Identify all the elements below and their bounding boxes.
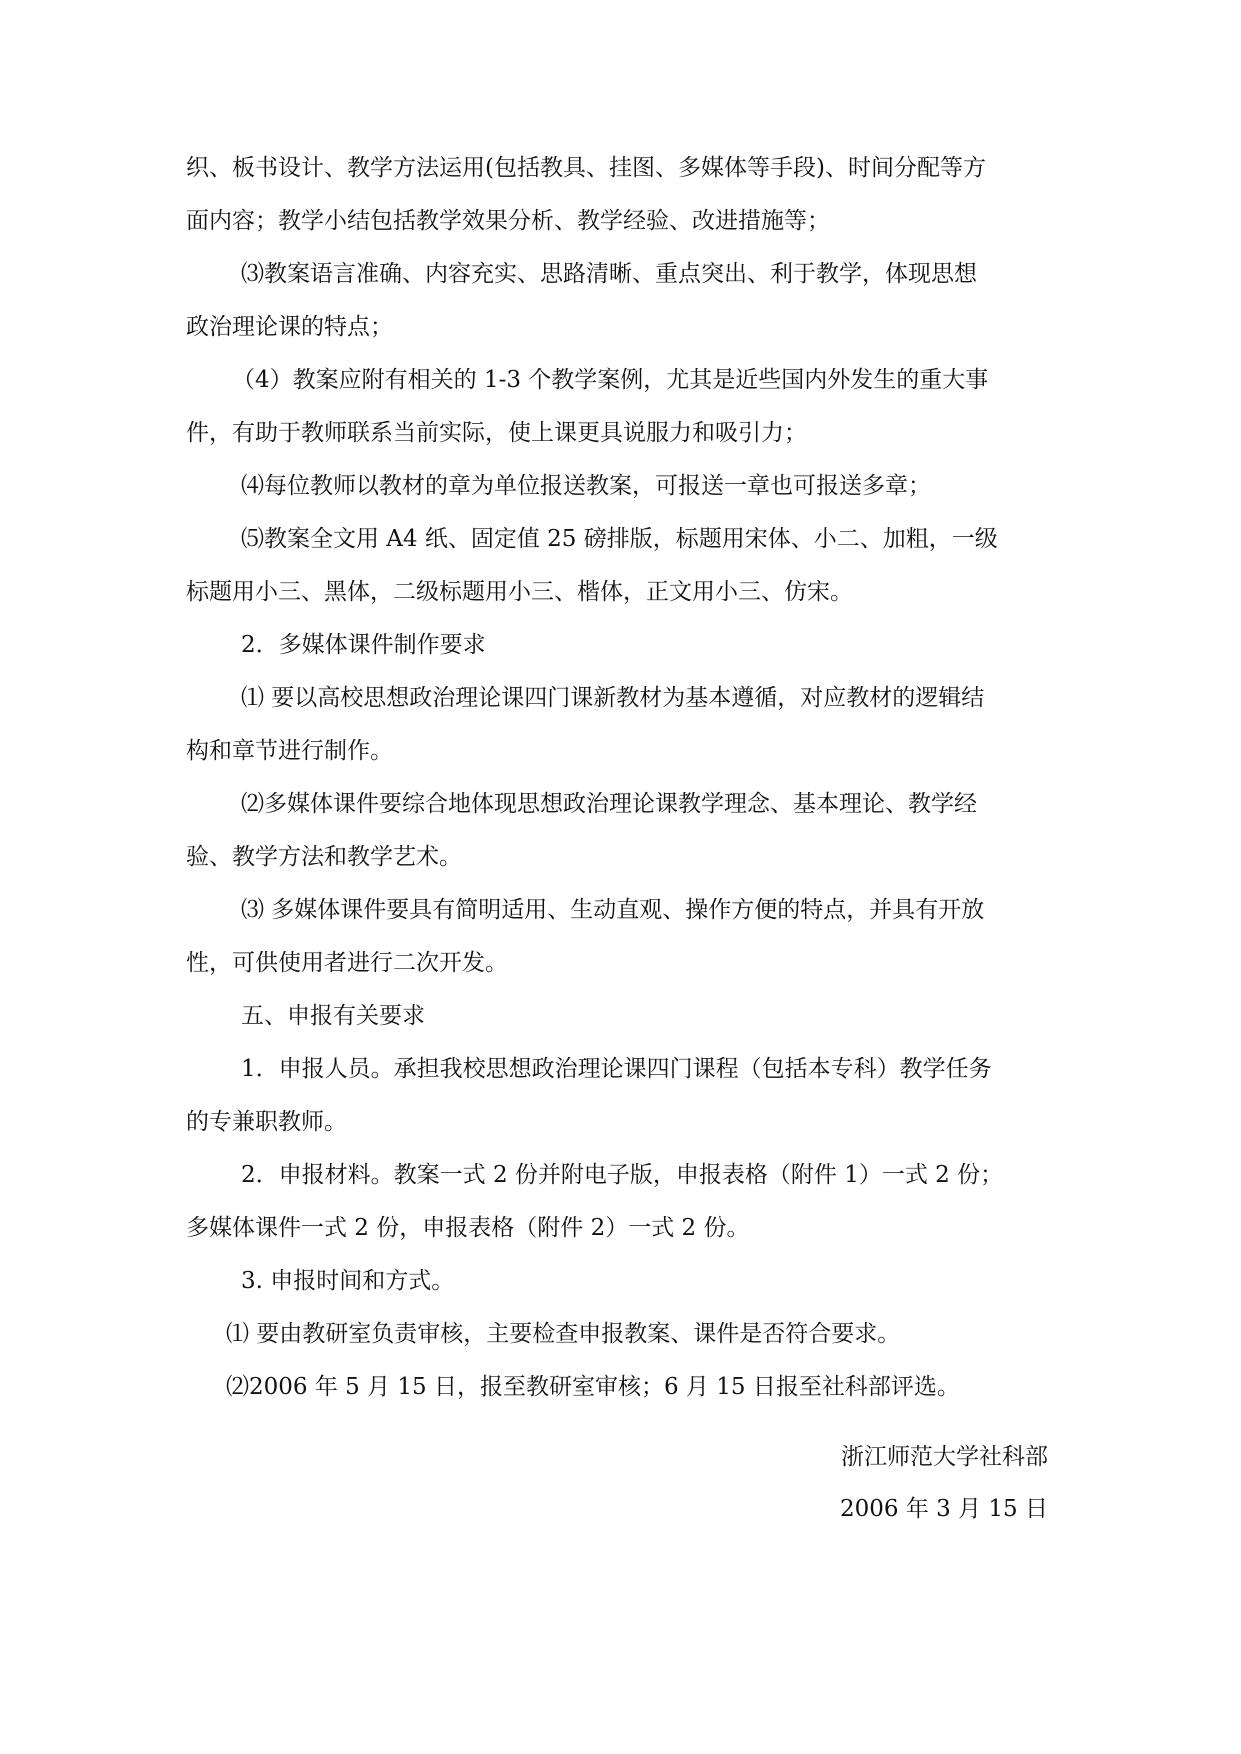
text-line: 构和章节进行制作。	[186, 738, 393, 764]
text-line: （4）教案应附有相关的 1-3 个教学案例，尤其是近些国内外发生的重大事	[232, 367, 989, 393]
text-line: 3. 申报时间和方式。	[241, 1268, 455, 1294]
text-line: 面内容；教学小结包括教学效果分析、教学经验、改进措施等；	[186, 208, 830, 234]
section-heading: 五、申报有关要求	[241, 1003, 425, 1029]
text-line: 1．申报人员。承担我校思想政治理论课四门课程（包括本专科）教学任务	[241, 1056, 992, 1082]
signature-block	[840, 1431, 1048, 1535]
text-line: 多媒体课件一式 2 份，申报表格（附件 2）一式 2 份。	[186, 1215, 750, 1241]
text-line: 标题用小三、黑体，二级标题用小三、楷体，正文用小三、仿宋。	[186, 579, 853, 605]
section-heading: 2．多媒体课件制作要求	[241, 632, 486, 658]
text-line: 件，有助于教师联系当前实际，使上课更具说服力和吸引力；	[186, 420, 807, 446]
text-line: ⑶ 多媒体课件要具有简明适用、生动直观、操作方便的特点，并具有开放	[241, 897, 985, 923]
document-body	[186, 142, 1054, 1414]
text-line: 2．申报材料。教案一式 2 份并附电子版，申报表格（附件 1）一式 2 份；	[241, 1162, 1004, 1188]
text-line: 验、教学方法和教学艺术。	[186, 844, 462, 870]
signature-organization: 浙江师范大学社科部	[841, 1444, 1048, 1470]
text-line: ⑵2006 年 5 月 15 日，报至教研室审核；6 月 15 日报至社科部评选。	[226, 1374, 960, 1400]
text-line: ⑵多媒体课件要综合地体现思想政治理论课教学理念、基本理论、教学经	[241, 791, 977, 817]
text-line: ⑴ 要以高校思想政治理论课四门课新教材为基本遵循，对应教材的逻辑结	[241, 685, 985, 711]
text-line: ⑴ 要由教研室负责审核，主要检查申报教案、课件是否符合要求。	[226, 1321, 901, 1347]
text-line: ⑸教案全文用 A4 纸、固定值 25 磅排版，标题用宋体、小二、加粗，一级	[241, 526, 998, 552]
signature-date: 2006 年 3 月 15 日	[840, 1496, 1048, 1522]
text-line: ⑶教案语言准确、内容充实、思路清晰、重点突出、利于教学，体现思想	[241, 261, 977, 287]
text-line: 织、板书设计、教学方法运用(包括教具、挂图、多媒体等手段)、时间分配等方	[186, 155, 986, 181]
text-line: 政治理论课的特点；	[186, 314, 393, 340]
text-line: 的专兼职教师。	[186, 1109, 347, 1135]
text-line: ⑷每位教师以教材的章为单位报送教案，可报送一章也可报送多章；	[241, 473, 931, 499]
text-line: 性，可供使用者进行二次开发。	[186, 950, 508, 976]
